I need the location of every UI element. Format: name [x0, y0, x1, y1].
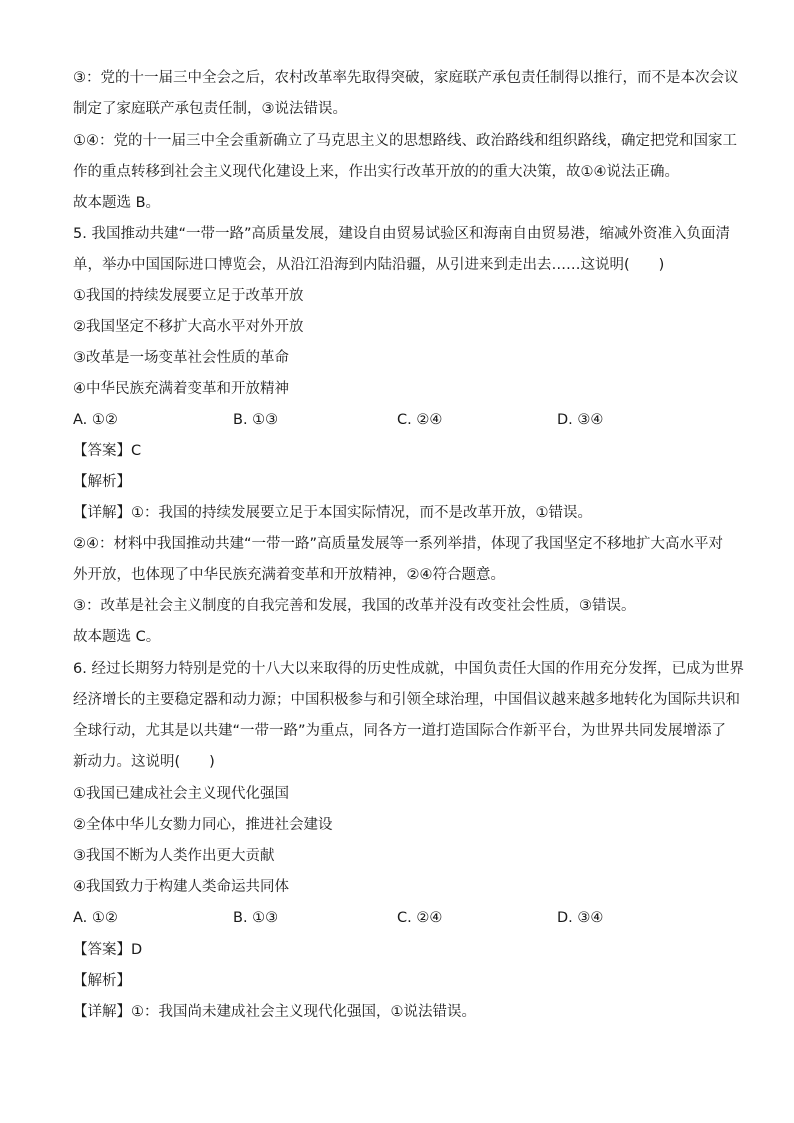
text-line: ③：党的十一届三中全会之后，农村改革率先取得突破，家庭联产承包责任制得以推行，而不是本次会议 [73, 70, 739, 86]
option-d: D. ③④ [557, 412, 604, 428]
option-c: C. ②④ [397, 412, 443, 428]
option-d: D. ③④ [557, 910, 604, 926]
option-b: B. ①③ [233, 910, 279, 926]
statement-item: ③我国不断为人类作出更大贡献 [73, 848, 275, 864]
question-5-stem: 5. 我国推动共建“一带一路”高质量发展，建设自由贸易试验区和海南自由贸易港，缩减外资准入负面清 [73, 226, 730, 242]
option-c: C. ②④ [397, 910, 443, 926]
detail-line: 【详解】①：我国尚未建成社会主义现代化强国，①说法错误。 [73, 1004, 476, 1020]
question-6-stem: 全球行动，尤其是以共建“一带一路”为重点，同各方一道打造国际合作新平台，为世界共同发展增添了 [73, 723, 727, 739]
option-a: A. ①② [73, 412, 118, 428]
option-b: B. ①③ [233, 412, 279, 428]
option-a: A. ①② [73, 910, 118, 926]
answer-label: 【答案】D [73, 942, 143, 958]
detail-line: 故本题选 C。 [73, 629, 161, 645]
text-line: ①④：党的十一届三中全会重新确立了马克思主义的思想路线、政治路线和组织路线，确定把党和国家工 [73, 133, 737, 149]
detail-line: ②④：材料中我国推动共建“一带一路”高质量发展等一系列举措，体现了我国坚定不移地扩大高水平对 [73, 536, 724, 552]
answer-label: 【答案】C [73, 443, 142, 459]
question-6-stem: 经济增长的主要稳定器和动力源；中国积极参与和引领全球治理，中国倡议越来越多地转化为国际共识和 [73, 692, 740, 708]
statement-item: ②我国坚定不移扩大高水平对外开放 [73, 319, 304, 335]
text-line: 制定了家庭联产承包责任制，③说法错误。 [73, 101, 347, 117]
question-6-stem: 6. 经过长期努力特别是党的十八大以来取得的历史性成就，中国负责任大国的作用充分发挥，已成为世界 [73, 661, 744, 677]
analysis-label: 【解析】 [73, 474, 131, 490]
question-6-stem: 新动力。这说明( ) [73, 754, 215, 770]
statement-item: ①我国已建成社会主义现代化强国 [73, 786, 289, 802]
statement-item: ①我国的持续发展要立足于改革开放 [73, 288, 304, 304]
statement-item: ④我国致力于构建人类命运共同体 [73, 879, 289, 895]
analysis-label: 【解析】 [73, 973, 131, 989]
text-line: 故本题选 B。 [73, 195, 161, 211]
detail-line: 外开放，也体现了中华民族充满着变革和开放精神，②④符合题意。 [73, 567, 505, 583]
statement-item: ④中华民族充满着变革和开放精神 [73, 381, 289, 397]
statement-item: ③改革是一场变革社会性质的革命 [73, 350, 289, 366]
question-5-stem: 单，举办中国国际进口博览会，从沿江沿海到内陆沿疆，从引进来到走出去……这说明( ) [73, 257, 665, 273]
detail-line: 【详解】①：我国的持续发展要立足于本国实际情况，而不是改革开放，①错误。 [73, 505, 592, 521]
text-line: 作的重点转移到社会主义现代化建设上来，作出实行改革开放的的重大决策，故①④说法正确。 [73, 164, 679, 180]
statement-item: ②全体中华儿女勠力同心，推进社会建设 [73, 817, 333, 833]
detail-line: ③：改革是社会主义制度的自我完善和发展，我国的改革并没有改变社会性质，③错误。 [73, 598, 636, 614]
